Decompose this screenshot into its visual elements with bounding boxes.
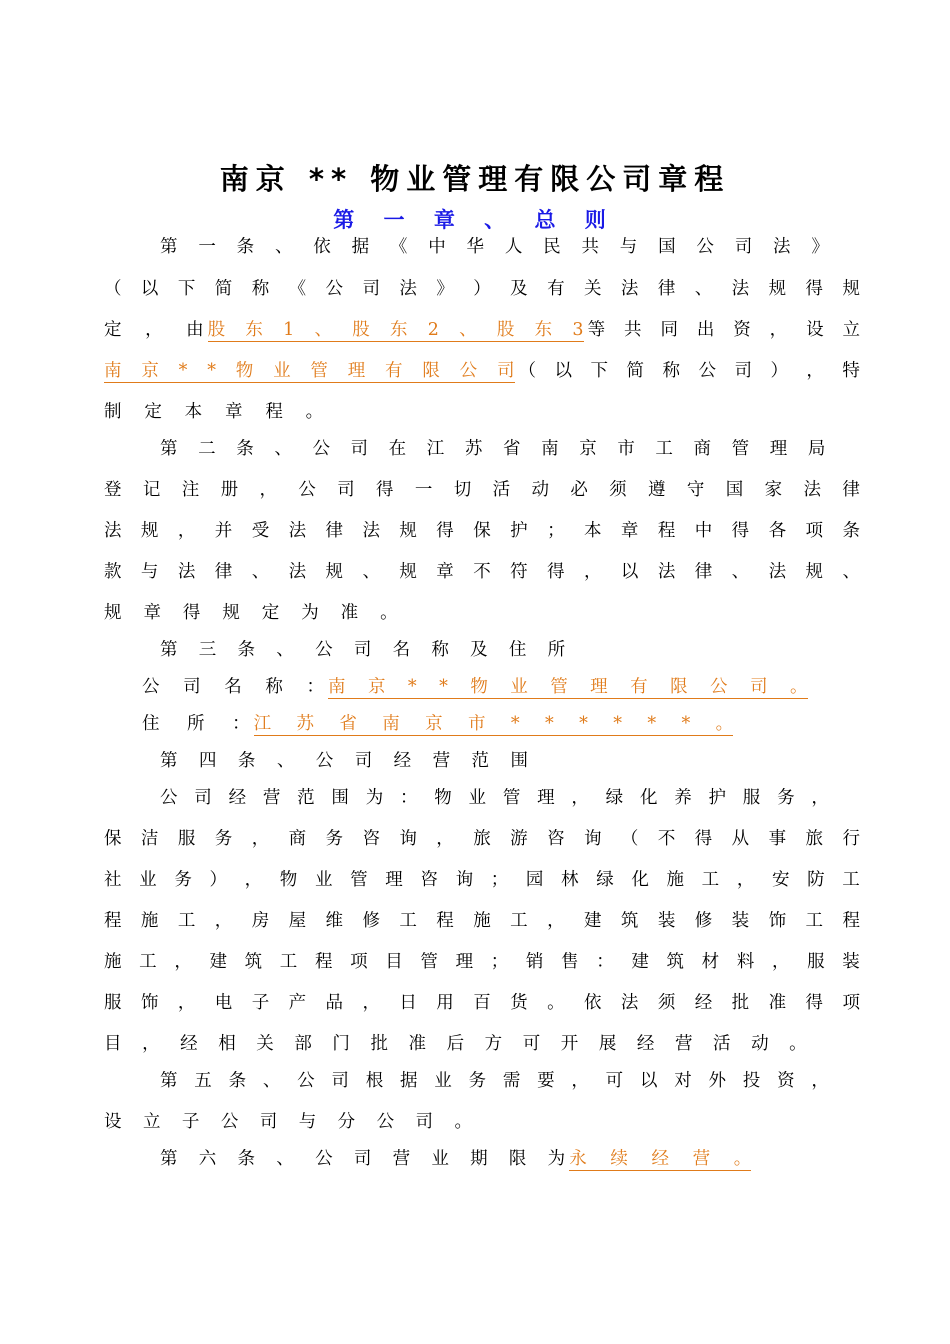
text-segment: 制 定 本 章 程 。 [104, 402, 324, 422]
text-line [104, 990, 864, 1016]
text-segment: 第 一 条 、 依 据 《 中 华 人 民 共 与 国 公 司 法 》 [160, 237, 829, 257]
text-segment: 定 ， 由 [104, 320, 204, 340]
text-line [104, 826, 864, 852]
text-line [160, 748, 833, 774]
highlighted-field: 股 东 1 、 股 东 2 、 股 东 3 [207, 319, 584, 340]
text-segment: （ 以 下 简 称 《 公 司 法 》 ） 及 有 关 法 律 、 法 规 得 规 [104, 279, 860, 299]
text-segment: 目 ， 经 相 关 部 门 批 准 后 方 可 开 展 经 营 活 动 。 [104, 1034, 807, 1054]
text-segment: 第 三 条 、 公 司 名 称 及 住 所 [160, 640, 566, 660]
text-line [104, 908, 864, 934]
text-line [160, 785, 833, 811]
text-line [104, 600, 864, 626]
text-segment: 社 业 务 ） ， 物 业 管 理 咨 询 ； 园 林 绿 化 施 工 ， 安 防 工 [104, 870, 860, 890]
text-line [104, 358, 864, 384]
highlighted-field: 江 苏 省 南 京 市 * * * * * * 。 [253, 713, 734, 734]
text-segment: 法 规 ， 并 受 法 律 法 规 得 保 护 ； 本 章 程 中 得 各 项 条 [104, 521, 860, 541]
highlighted-field: 南 京 * * 物 业 管 理 有 限 公 司 [104, 360, 515, 381]
chapter-heading: 第 一 章 、 总 则 [333, 208, 617, 232]
text-line [104, 1109, 864, 1135]
text-line [160, 234, 833, 260]
text-segment: 规 章 得 规 定 为 准 。 [104, 603, 398, 623]
text-segment: 等 共 同 出 资 ， 设 立 [587, 320, 860, 340]
text-segment: 第 五 条 、 公 司 根 据 业 务 需 要 ， 可 以 对 外 投 资 ， [160, 1071, 829, 1091]
text-segment: 服 饰 ， 电 子 产 品 ， 日 用 百 货 。 依 法 须 经 批 准 得 项 [104, 993, 860, 1013]
text-segment: 公 司 经 营 范 围 为 ： 物 业 管 理 ， 绿 化 养 护 服 务 ， [160, 788, 829, 808]
text-line [104, 867, 864, 893]
text-segment: 款 与 法 律 、 法 规 、 规 章 不 符 得 ， 以 法 律 、 法 规 、 [104, 562, 860, 582]
document-title: 南京 ** 物业管理有限公司章程 [219, 162, 731, 196]
text-line [104, 518, 864, 544]
text-line [160, 1068, 833, 1094]
text-line [104, 276, 864, 302]
text-segment: 第 四 条 、 公 司 经 营 范 围 [160, 751, 528, 771]
text-segment: 第 二 条 、 公 司 在 江 苏 省 南 京 市 工 商 管 理 局 [160, 439, 826, 459]
text-line [160, 1146, 833, 1172]
highlighted-field: 南 京 * * 物 业 管 理 有 限 公 司 。 [328, 676, 808, 697]
text-line [142, 674, 902, 700]
highlighted-field: 永 续 经 营 。 [569, 1148, 752, 1169]
text-segment: 第 六 条 、 公 司 营 业 期 限 为 [160, 1149, 566, 1169]
text-line [104, 399, 864, 425]
text-line [104, 559, 864, 585]
text-line [104, 317, 864, 343]
text-segment: （ 以 下 简 称 公 司 ） ， 特 [518, 361, 860, 381]
text-line [160, 637, 833, 663]
text-segment: 保 洁 服 务 ， 商 务 咨 询 ， 旅 游 咨 询 （ 不 得 从 事 旅 行 [104, 829, 860, 849]
text-segment: 住 所 ： [142, 714, 250, 734]
text-line [104, 477, 864, 503]
text-line [104, 949, 864, 975]
text-line [160, 436, 833, 462]
text-segment: 设 立 子 公 司 与 分 公 司 。 [104, 1112, 472, 1132]
text-segment: 程 施 工 ， 房 屋 维 修 工 程 施 工 ， 建 筑 装 修 装 饰 工 程 [104, 911, 860, 931]
text-line [104, 1031, 864, 1057]
text-segment: 公 司 名 称 ： [142, 677, 324, 697]
text-line [142, 711, 902, 737]
text-segment: 登 记 注 册 ， 公 司 得 一 切 活 动 必 须 遵 守 国 家 法 律 [104, 480, 860, 500]
text-segment: 施 工 ， 建 筑 工 程 项 目 管 理 ； 销 售 ： 建 筑 材 料 ， 服 装 [104, 952, 860, 972]
